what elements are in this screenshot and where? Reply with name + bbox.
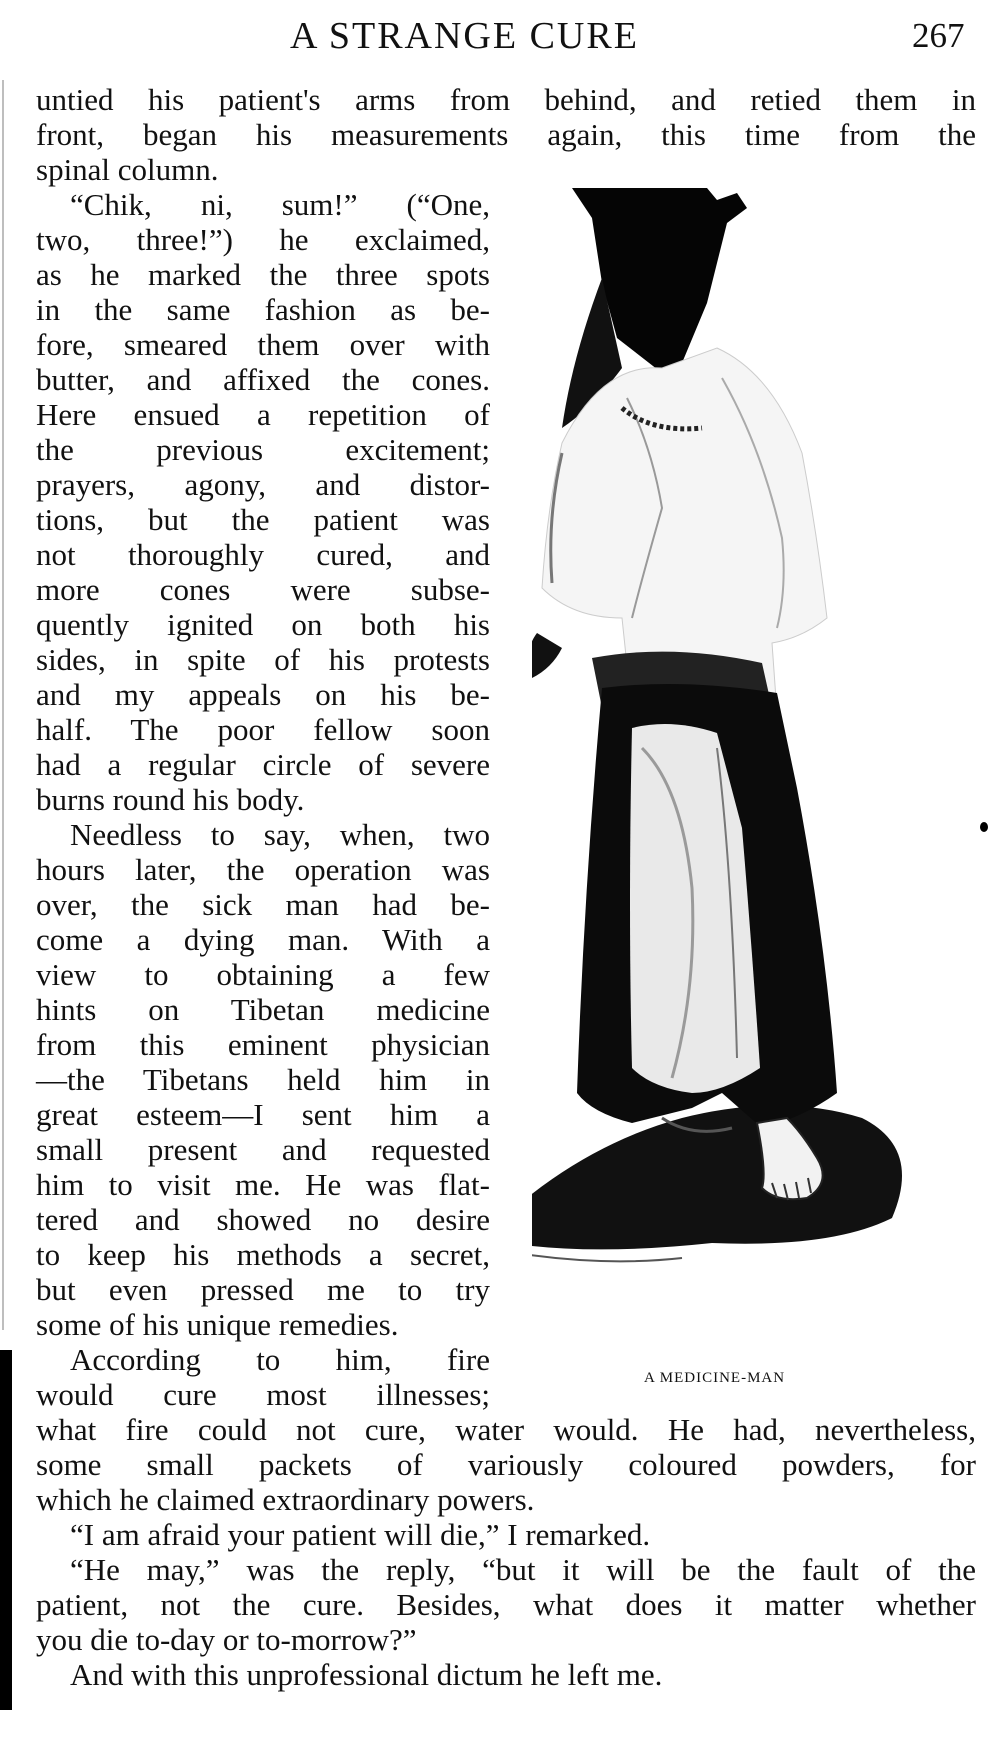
text-line: to keep his methods a secret, xyxy=(36,1237,490,1272)
text-line: you die to-day or to-morrow?” xyxy=(36,1622,417,1657)
text-line: more cones were subse- xyxy=(36,572,490,607)
text-line: tions, but the patient was xyxy=(36,502,490,537)
text-line: sides, in spite of his protests xyxy=(36,642,490,677)
text-line: in the same fashion as be- xyxy=(36,292,490,327)
page-number: 267 xyxy=(912,16,965,55)
text-line: hints on Tibetan medicine xyxy=(36,992,490,1027)
paragraph xyxy=(36,82,976,187)
text-line: but even pressed me to try xyxy=(36,1272,490,1307)
text-line: front, began his measurements again, this time from the xyxy=(36,117,976,152)
text-line: burns round his body. xyxy=(36,782,305,817)
text-line: come a dying man. With a xyxy=(36,922,490,957)
paragraph xyxy=(36,817,976,1342)
text-line: fore, smeared them over with xyxy=(36,327,490,362)
paragraph xyxy=(36,187,976,817)
text-line: half. The poor fellow soon xyxy=(36,712,490,747)
text-line: untied his patient's arms from behind, and retied them in xyxy=(36,82,976,117)
text-line: not thoroughly cured, and xyxy=(36,537,490,572)
text-line: would cure most illnesses; xyxy=(36,1377,490,1412)
text-line: view to obtaining a few xyxy=(36,957,490,992)
running-head xyxy=(0,14,1000,64)
text-line: “I am afraid your patient will die,” I remarked. xyxy=(70,1517,651,1552)
text-line: And with this unprofessional dictum he left me. xyxy=(70,1657,663,1692)
text-line: Here ensued a repetition of xyxy=(36,397,490,432)
paragraph xyxy=(36,1657,976,1692)
text-line: quently ignited on both his xyxy=(36,607,490,642)
text-line: from this eminent physician xyxy=(36,1027,490,1062)
text-line: According to him, fire xyxy=(70,1342,490,1377)
paragraph xyxy=(36,1517,976,1552)
text-line: “He may,” was the reply, “but it will be the fault of the xyxy=(70,1552,976,1587)
text-line: which he claimed extraordinary powers. xyxy=(36,1482,535,1517)
text-line: “Chik, ni, sum!” (“One, xyxy=(70,187,490,222)
text-line: spinal column. xyxy=(36,152,219,187)
text-line: and my appeals on his be- xyxy=(36,677,490,712)
paragraph xyxy=(36,1342,976,1517)
text-line: some of his unique remedies. xyxy=(36,1307,399,1342)
text-line: patient, not the cure. Besides, what does it matter whether xyxy=(36,1587,976,1622)
text-line: great esteem—I sent him a xyxy=(36,1097,490,1132)
text-line: had a regular circle of severe xyxy=(36,747,490,782)
article-body xyxy=(36,82,976,1692)
paragraph xyxy=(36,1552,976,1657)
text-line: butter, and affixed the cones. xyxy=(36,362,490,397)
text-line: him to visit me. He was flat- xyxy=(36,1167,490,1202)
text-line: over, the sick man had be- xyxy=(36,887,490,922)
page-edge-line xyxy=(2,80,4,1330)
text-line: two, three!”) he exclaimed, xyxy=(36,222,490,257)
text-line: what fire could not cure, water would. He had, nevertheless, xyxy=(36,1412,976,1447)
page-speck xyxy=(980,822,988,832)
text-line: the previous excitement; xyxy=(36,432,490,467)
text-line: hours later, the operation was xyxy=(36,852,490,887)
text-line: —the Tibetans held him in xyxy=(36,1062,490,1097)
figure-caption: A MEDICINE-MAN xyxy=(644,1370,786,1386)
text-line: tered and showed no desire xyxy=(36,1202,490,1237)
text-line: Needless to say, when, two xyxy=(70,817,490,852)
text-line: prayers, agony, and distor- xyxy=(36,467,490,502)
text-line: as he marked the three spots xyxy=(36,257,490,292)
text-line: small present and requested xyxy=(36,1132,490,1167)
page-edge-shadow xyxy=(0,1350,12,1710)
running-title: A STRANGE CURE xyxy=(290,15,639,57)
text-line: some small packets of variously coloured powders, for xyxy=(36,1447,976,1482)
